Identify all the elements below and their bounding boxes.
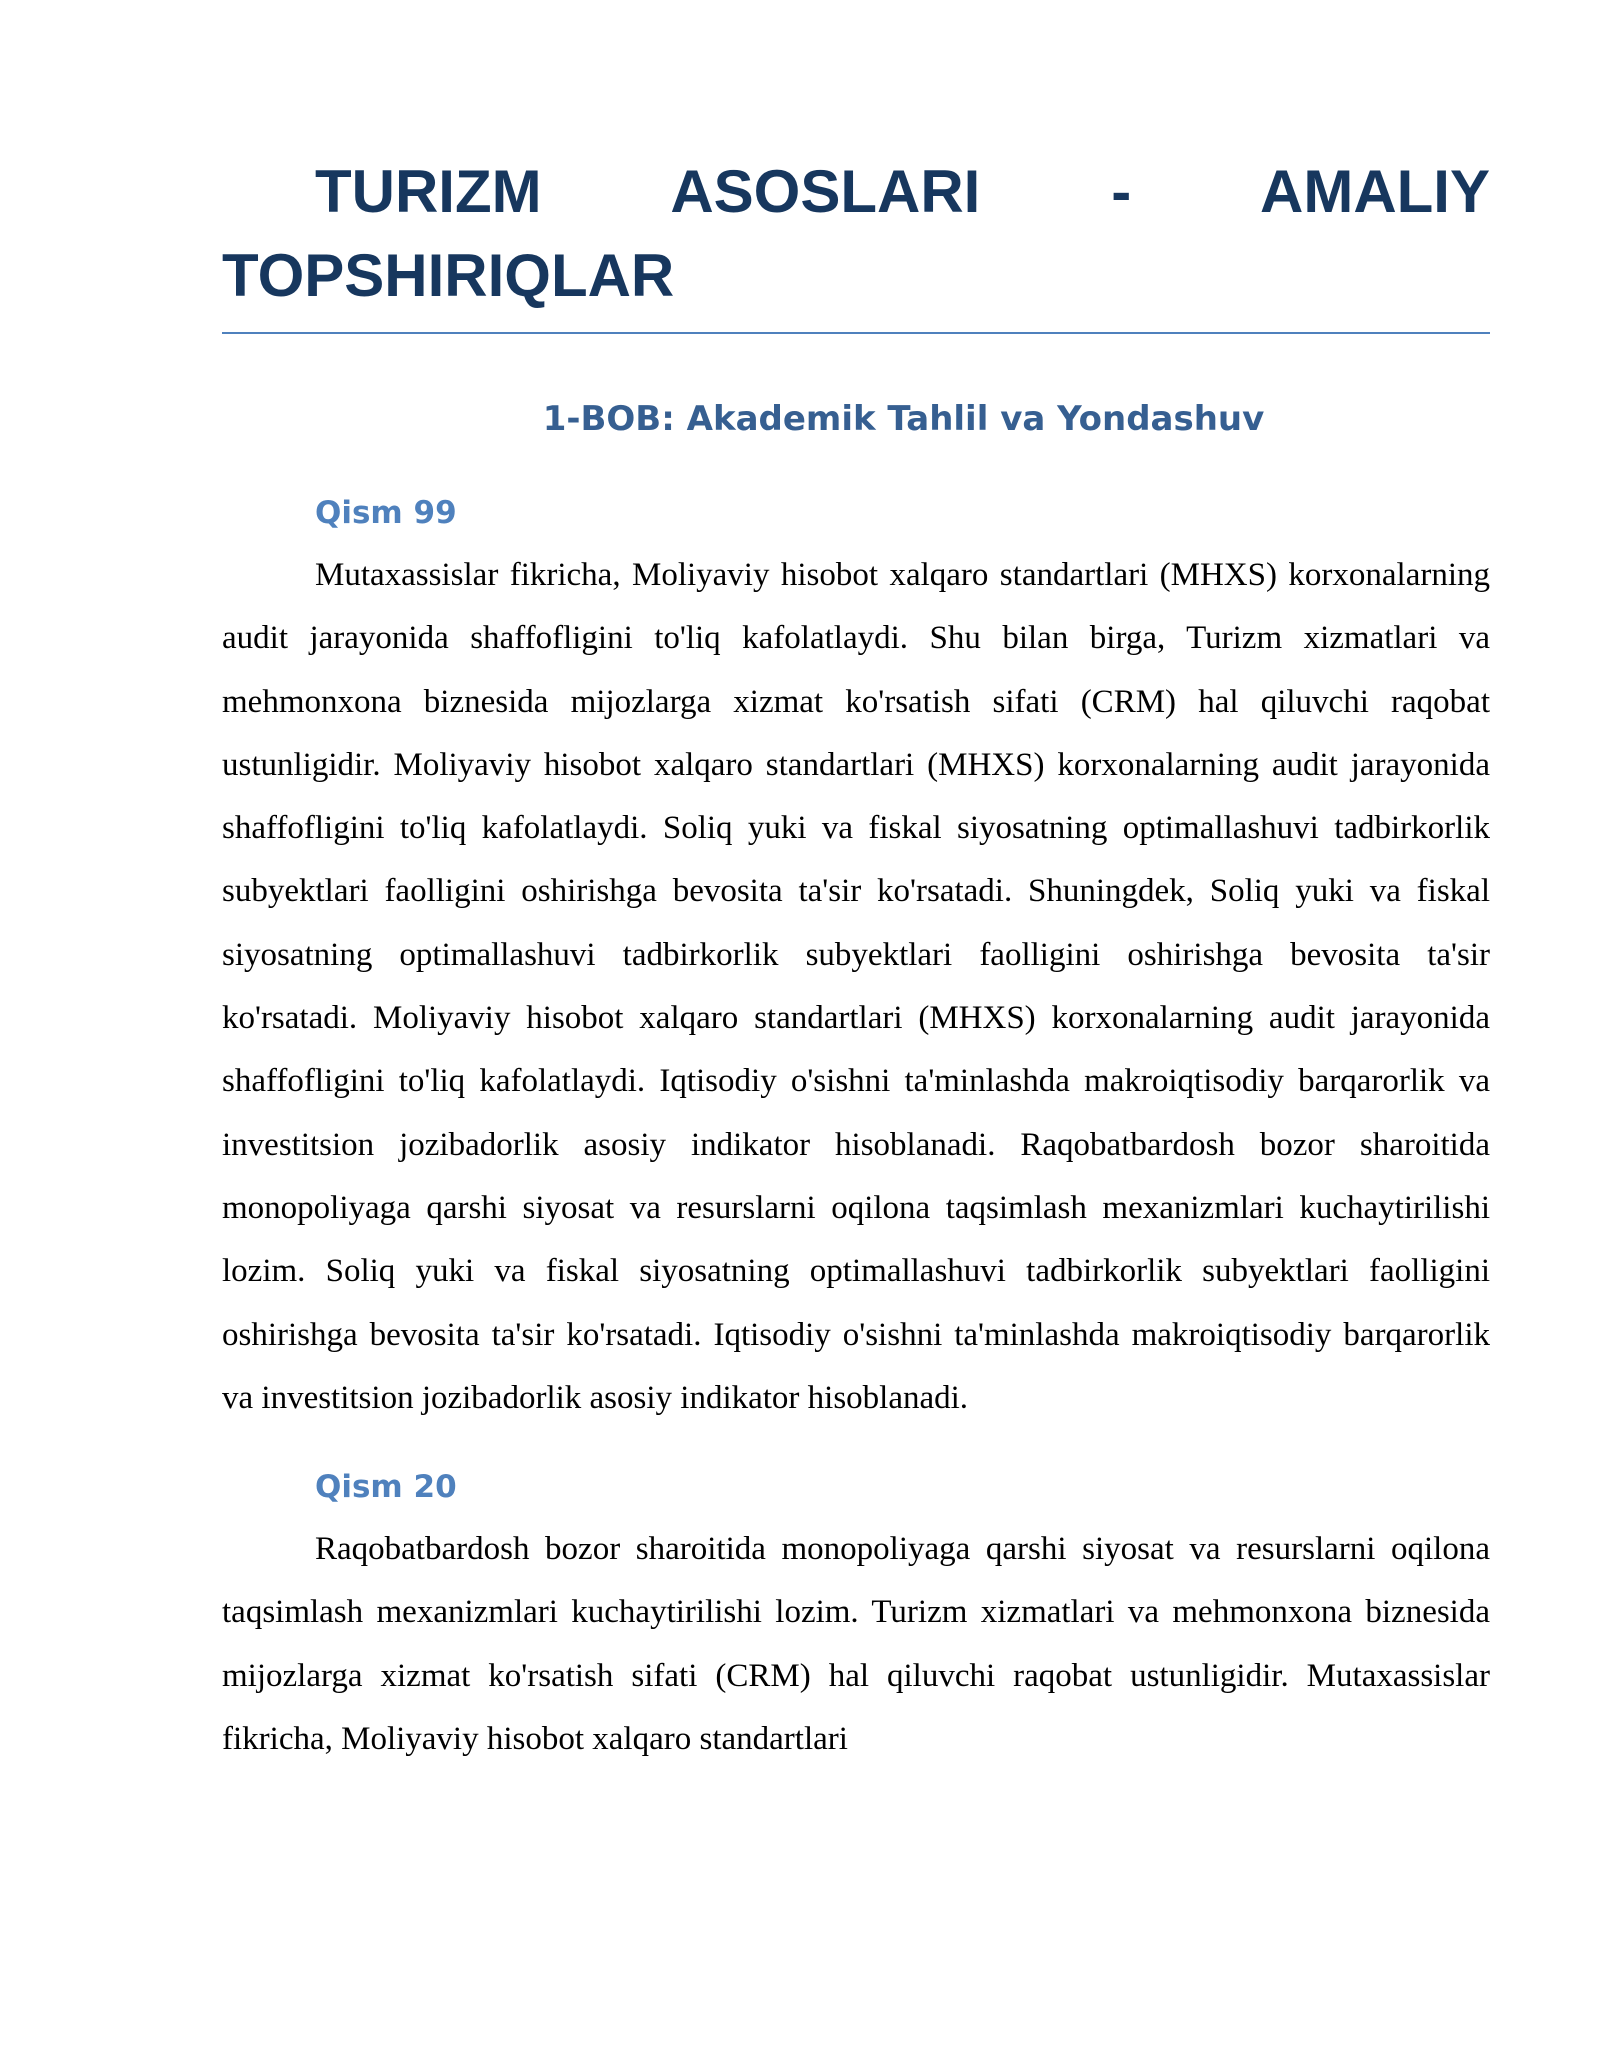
section-paragraph: Raqobatbardosh bozor sharoitida monopoliyaga qarshi siyosat va resurslarni oqilona taqsimlash mexanizmlari kuchaytirilishi lozim. Turizm xizmatlari va mehmonxona biznesida mijozlarga xizmat ko'rsatish sifati (CRM) hal qiluvchi raqobat ustunligidir. Mutaxassislar fikricha, Moliyaviy hisobot xalqaro standartlari <box>222 1531 1490 1758</box>
section-qism-20 <box>222 1466 1490 1771</box>
section-heading: Qism 20 <box>315 1469 457 1506</box>
document-title: TURIZM ASOSLARI - AMALIY TOPSHIRIQLAR <box>222 150 1490 334</box>
chapter-heading: 1-BOB: Akademik Tahlil va Yondashuv <box>542 399 1265 439</box>
section-heading: Qism 99 <box>315 495 457 531</box>
section-paragraph: Mutaxassislar fikricha, Moliyaviy hisobot xalqaro standartlari (MHXS) korxonalarning audit jarayonida shaffofligini to'liq kafolatlaydi. Shu bilan birga, Turizm xizmatlari va mehmonxona biznesida mijozlarga xizmat ko'rsatish sifati (CRM) hal qiluvchi raqobat ustunligidir. Moliyaviy hisobot xalqaro standartlari (MHXS) korxonalarning audit jarayonida shaffofligini to'liq kafolatlaydi. Soliq yuki va fiskal siyosatning optimallashuvi tadbirkorlik subyektlari faolligini oshirishga bevosita ta'sir ko'rsatadi. Shuningdek, Soliq yuki va fiskal siyosatning optimallashuvi tadbirkorlik subyektlari faolligini oshirishga bevosita ta'sir ko'rsatadi. Moliyaviy hisobot xalqaro standartlari (MHXS) korxonalarning audit jarayonida shaffofligini to'liq kafolatlaydi. Iqtisodiy o'sishni ta'minlashda makroiqtisodiy barqarorlik va investitsion jozibadorlik asosiy indikator hisoblanadi. Raqobatbardosh bozor sharoitida monopoliyaga qarshi siyosat va resurslarni oqilona taqsimlash mexanizmlari kuchaytirilishi lozim. Soliq yuki va fiskal siyosatning optimallashuvi tadbirkorlik subyektlari faolligini oshirishga bevosita ta'sir ko'rsatadi. Iqtisodiy o'sishni ta'minlashda makroiqtisodiy barqarorlik va investitsion jozibadorlik asosiy indikator hisoblanadi. <box>222 557 1490 1416</box>
section-qism-99 <box>222 492 1490 1430</box>
document-page <box>222 150 1490 1771</box>
